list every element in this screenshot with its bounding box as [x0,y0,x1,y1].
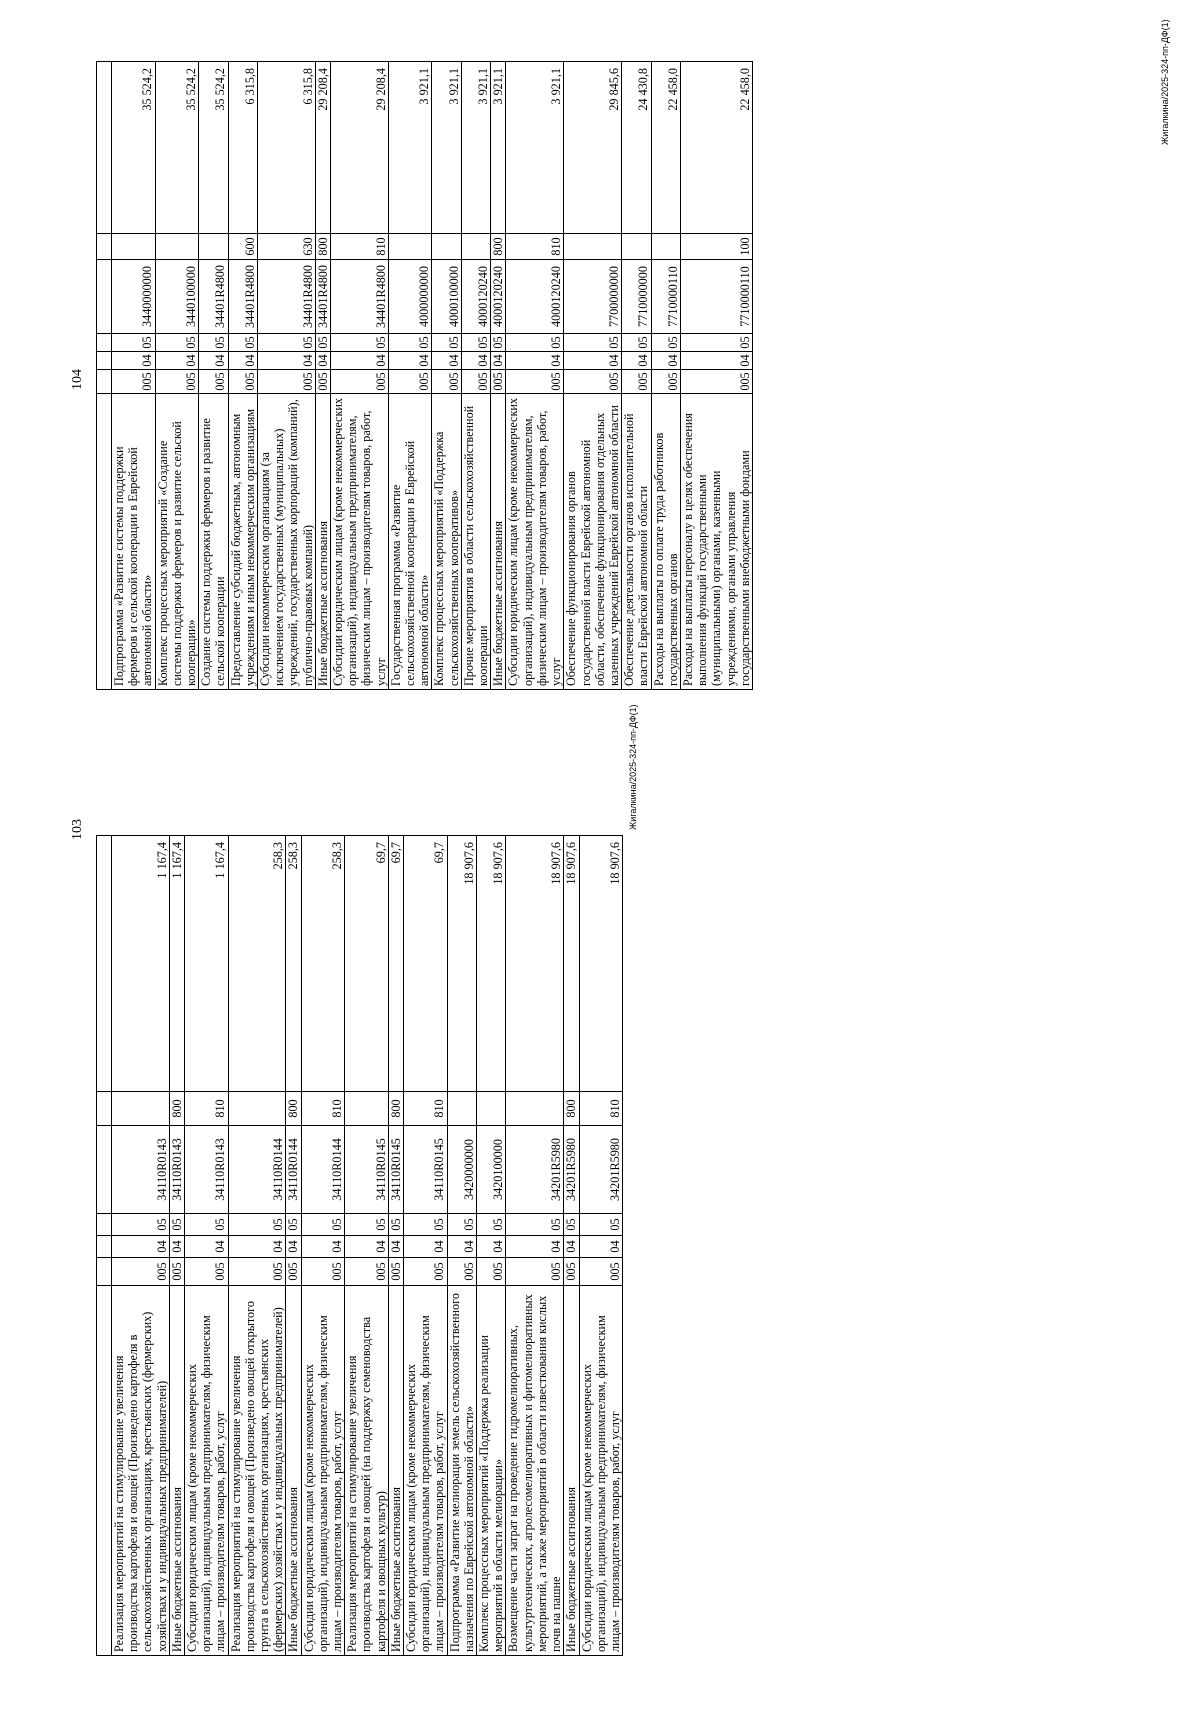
row-expense-type: 100 [680,234,752,260]
row-section-code: 04 [564,1236,579,1258]
row-name: Государственная программа «Развитие сельскохозяйственной кооперации в Еврейской автономной области» [388,394,432,690]
row-amount: 69,7 [345,836,389,1092]
row-admin-code: 005 [404,1258,448,1286]
row-name: Субсидии юридическим лицам (кроме некоммерческих организаций), индивидуальным предпринимателям, физическим лицам – производителям товаров, работ, услуг [331,394,389,690]
row-name: Субсидии юридическим лицам (кроме некоммерческих организаций), индивидуальным предпринимателям, физическим лицам – производителям товаров, работ, услуг [579,1286,623,1656]
row-section-code: 04 [169,1236,184,1258]
row-target-code: 3420100000 [477,1126,506,1214]
table-row [680,62,752,690]
table-row [388,62,432,690]
row-name: Комплекс процессных мероприятий «Поддержка реализации мероприятий в области мелиорации» [477,1286,506,1656]
row-name: Реализация мероприятий на стимулирование увеличения производства картофеля и овощей (Произведено овощей открытого грунта в сельскохозяйственных организациях, крестьянских (фермерских) хозяйствах и у индивидуальных предпринимателей) [228,1286,286,1656]
row-admin-code: 005 [345,1258,389,1286]
row-admin-code: 005 [506,370,564,394]
footer-left: Жигалкина/2025-324-пп-ДФ(1) [628,704,638,830]
row-amount: 6 315,8 [258,62,316,234]
row-subsection-code: 05 [506,334,564,352]
row-admin-code: 005 [651,370,680,394]
row-name: Возмещение части затрат на проведение гидромелиоративных, культуртехнических, агролесомелиоративных и фитомелиоративных мероприятий, а также мероприятий в области известкования кислых почв на пашне [506,1286,564,1656]
row-subsection-code: 05 [461,334,490,352]
row-subsection-code: 05 [258,334,316,352]
row-expense-type: 810 [506,234,564,260]
row-name: Иные бюджетные ассигнования [388,1286,403,1656]
row-name: Реализация мероприятий на стимулирование увеличения производства картофеля и овощей (Произведено картофеля в сельскохозяйственных организациях, крестьянских (фермерских) хозяйствах и у индивидуальных предпринимателей) [112,1286,170,1656]
row-section-code: 04 [564,352,622,370]
row-subsection-code: 05 [432,334,461,352]
row-section-code: 04 [622,352,651,370]
row-subsection-code: 05 [301,1214,345,1236]
row-target-code: 3420000000 [447,1126,476,1214]
row-target-code: 34110R0143 [185,1126,229,1214]
row-expense-type: 800 [388,1092,403,1126]
row-admin-code: 005 [112,1258,170,1286]
row-target-code: 34201R5980 [564,1126,579,1214]
row-expense-type [564,234,622,260]
row-admin-code: 005 [564,1258,579,1286]
row-admin-code: 005 [622,370,651,394]
row-target-code: 7710000110 [680,260,752,334]
row-admin-code: 005 [228,1258,286,1286]
row-target-code: 34110R0143 [112,1126,170,1214]
row-expense-type: 600 [228,234,257,260]
row-admin-code: 005 [286,1258,301,1286]
row-name: Расходы на выплаты персоналу в целях обеспечения выполнения функций государственными (муниципальными) органами, казенными учреждениями, органами управления государственными внебюджетными фондами [680,394,752,690]
table-row [447,836,476,1656]
row-subsection-code: 05 [228,334,257,352]
table-row [301,836,345,1656]
budget-table-left [96,835,623,1656]
row-section-code: 04 [506,352,564,370]
row-name: Комплекс процессных мероприятий «Создание системы поддержки фермеров и развитие сельской кооперации» [155,394,199,690]
row-subsection-code: 05 [112,1214,170,1236]
table-row [432,62,461,690]
table-row [579,836,623,1656]
table-row [491,62,506,690]
row-amount: 22 458,0 [680,62,752,234]
row-admin-code: 005 [112,370,156,394]
row-subsection-code: 05 [506,1214,564,1236]
row-subsection-code: 05 [404,1214,448,1236]
row-subsection-code: 05 [477,1214,506,1236]
table-row [477,836,506,1656]
row-name: Иные бюджетные ассигнования [169,1286,184,1656]
row-target-code: 34110R0144 [228,1126,286,1214]
row-target-code: 7710000110 [651,260,680,334]
row-section-code: 04 [228,1236,286,1258]
row-amount: 1 167,4 [169,836,184,1092]
row-admin-code: 005 [199,370,228,394]
row-name: Субсидии юридическим лицам (кроме некоммерческих организаций), индивидуальным предпринимателям, физическим лицам – производителям товаров, работ, услуг [301,1286,345,1656]
row-expense-type [112,1092,170,1126]
row-section-code: 04 [432,352,461,370]
row-amount: 3 921,1 [461,62,490,234]
table-row [345,836,389,1656]
row-amount: 22 458,0 [651,62,680,234]
row-name: Обеспечение функционирования органов государственной власти Еврейской автономной области, обеспечение функционирования отдельных казенных учреждений Еврейской автономной области [564,394,622,690]
row-admin-code: 005 [155,370,199,394]
row-expense-type [345,1092,389,1126]
row-admin-code: 005 [477,1258,506,1286]
row-admin-code: 005 [680,370,752,394]
row-amount: 29 845,6 [564,62,622,234]
row-admin-code: 005 [579,1258,623,1286]
row-target-code: 34110R0144 [301,1126,345,1214]
row-amount: 1 167,4 [185,836,229,1092]
row-admin-code: 005 [228,370,257,394]
row-section-code: 04 [301,1236,345,1258]
row-name: Создание системы поддержки фермеров и развитие сельской кооперации [199,394,228,690]
row-admin-code: 005 [491,370,506,394]
table-row [112,836,170,1656]
row-name: Комплекс процессных мероприятий «Поддержка сельскохозяйственных кооперативов» [432,394,461,690]
page-number-left: 103 [70,819,85,840]
row-section-code: 04 [388,1236,403,1258]
row-amount: 3 921,1 [432,62,461,234]
row-expense-type: 810 [404,1092,448,1126]
row-section-code: 04 [331,352,389,370]
row-target-code: 4000120240 [506,260,564,334]
row-admin-code: 005 [315,370,330,394]
row-subsection-code: 05 [388,334,432,352]
table-row [564,836,579,1656]
row-target-code: 34201R5980 [506,1126,564,1214]
table-row [564,62,622,690]
row-section-code: 04 [112,352,156,370]
table-row [315,62,330,690]
row-expense-type: 800 [169,1092,184,1126]
table-row [185,836,229,1656]
row-subsection-code: 05 [169,1214,184,1236]
row-subsection-code: 05 [622,334,651,352]
row-name: Реализация мероприятий на стимулирование увеличения производства картофеля и овощей (на поддержку семеноводства картофеля и овощных культур) [345,1286,389,1656]
row-target-code: 34110R0145 [388,1126,403,1214]
row-name: Предоставление субсидий бюджетным, автономным учреждениям и иным некоммерческим организациям [228,394,257,690]
row-section-code: 04 [651,352,680,370]
row-expense-type [432,234,461,260]
row-section-code: 04 [491,352,506,370]
table-row [404,836,448,1656]
row-subsection-code: 05 [680,334,752,352]
table-row [169,836,184,1656]
table-row [622,62,651,690]
row-expense-type [447,1092,476,1126]
row-name: Иные бюджетные ассигнования [564,1286,579,1656]
left-page [96,836,641,1656]
row-amount: 69,7 [404,836,448,1092]
row-section-code: 04 [461,352,490,370]
row-target-code: 34401R4800 [199,260,228,334]
row-expense-type [622,234,651,260]
row-admin-code: 005 [564,370,622,394]
row-expense-type [155,234,199,260]
row-target-code: 4000100000 [432,260,461,334]
row-expense-type [506,1092,564,1126]
row-target-code: 34201R5980 [579,1126,623,1214]
row-expense-type: 630 [258,234,316,260]
row-amount: 35 524,2 [199,62,228,234]
row-amount: 18 907,6 [447,836,476,1092]
row-target-code: 7710000000 [622,260,651,334]
row-target-code: 34401R4800 [258,260,316,334]
row-subsection-code: 05 [345,1214,389,1236]
row-section-code: 04 [447,1236,476,1258]
row-section-code: 04 [258,352,316,370]
row-name: Подпрограмма «Развитие системы поддержки фермеров и сельской кооперации в Еврейской автономной области» [112,394,156,690]
row-amount: 35 524,2 [112,62,156,234]
table-row [228,836,286,1656]
row-section-code: 04 [112,1236,170,1258]
row-section-code: 04 [199,352,228,370]
row-expense-type: 810 [185,1092,229,1126]
row-name: Иные бюджетные ассигнования [491,394,506,690]
row-section-code: 04 [404,1236,448,1258]
row-subsection-code: 05 [155,334,199,352]
row-subsection-code: 05 [331,334,389,352]
table-row [199,62,228,690]
table-row [228,62,257,690]
row-expense-type [388,234,432,260]
row-admin-code: 005 [258,370,316,394]
table-row [258,62,316,690]
row-target-code: 34110R0144 [286,1126,301,1214]
row-section-code: 04 [185,1236,229,1258]
row-amount: 18 907,6 [564,836,579,1092]
table-row [506,62,564,690]
row-amount: 29 208,4 [315,62,330,234]
row-admin-code: 005 [432,370,461,394]
row-name: Субсидии юридическим лицам (кроме некоммерческих организаций), индивидуальным предпринимателям, физическим лицам – производителям товаров, работ, услуг [404,1286,448,1656]
row-target-code: 3440100000 [155,260,199,334]
page-number-right: 104 [70,369,85,390]
row-subsection-code: 05 [228,1214,286,1236]
row-admin-code: 005 [506,1258,564,1286]
table-row [331,62,389,690]
row-expense-type: 800 [491,234,506,260]
row-target-code: 34110R0145 [404,1126,448,1214]
row-amount: 69,7 [388,836,403,1092]
row-admin-code: 005 [447,1258,476,1286]
row-subsection-code: 05 [564,1214,579,1236]
row-expense-type: 800 [564,1092,579,1126]
row-name: Подпрограмма «Развитие мелиорации земель сельскохозяйственного назначения по Еврейской автономной области» [447,1286,476,1656]
row-admin-code: 005 [461,370,490,394]
row-amount: 24 430,8 [622,62,651,234]
row-subsection-code: 05 [286,1214,301,1236]
row-expense-type: 810 [301,1092,345,1126]
budget-table-right [96,61,753,690]
row-section-code: 04 [579,1236,623,1258]
row-amount: 29 208,4 [331,62,389,234]
row-target-code: 34401R4800 [331,260,389,334]
row-section-code: 04 [680,352,752,370]
row-section-code: 04 [155,352,199,370]
row-section-code: 04 [477,1236,506,1258]
table-row [506,836,564,1656]
row-subsection-code: 05 [651,334,680,352]
row-section-code: 04 [388,352,432,370]
row-target-code: 4000000000 [388,260,432,334]
row-amount: 258,3 [301,836,345,1092]
row-target-code: 4000120240 [491,260,506,334]
row-expense-type [477,1092,506,1126]
row-amount: 258,3 [286,836,301,1092]
table-row [286,836,301,1656]
row-amount: 3 921,1 [506,62,564,234]
row-admin-code: 005 [331,370,389,394]
row-section-code: 04 [286,1236,301,1258]
row-amount: 35 524,2 [155,62,199,234]
row-expense-type: 810 [331,234,389,260]
row-expense-type: 800 [315,234,330,260]
row-admin-code: 005 [301,1258,345,1286]
row-section-code: 04 [506,1236,564,1258]
row-target-code: 4000120240 [461,260,490,334]
table-row [461,62,490,690]
row-subsection-code: 05 [112,334,156,352]
row-subsection-code: 05 [447,1214,476,1236]
row-amount: 18 907,6 [477,836,506,1092]
row-admin-code: 005 [169,1258,184,1286]
row-target-code: 34401R4800 [315,260,330,334]
row-amount: 6 315,8 [228,62,257,234]
row-name: Субсидии юридическим лицам (кроме некоммерческих организаций), индивидуальным предпринимателям, физическим лицам – производителям товаров, работ, услуг [506,394,564,690]
right-page-table-block [96,62,752,690]
row-subsection-code: 05 [199,334,228,352]
table-row [112,62,156,690]
row-admin-code: 005 [388,1258,403,1286]
row-amount: 18 907,6 [579,836,623,1092]
row-name: Расходы на выплаты по оплате труда работников государственных органов [651,394,680,690]
row-subsection-code: 05 [388,1214,403,1236]
row-section-code: 04 [345,1236,389,1258]
row-name: Иные бюджетные ассигнования [286,1286,301,1656]
row-expense-type [199,234,228,260]
table-row [651,62,680,690]
row-name: Субсидии некоммерческим организациям (за исключением государственных (муниципальных) учреждений, государственных корпораций (компаний), публично-правовых компаний) [258,394,316,690]
footer-right: Жигалкина/2025-324-пп-ДФ(1) [1160,19,1170,145]
row-amount: 3 921,1 [491,62,506,234]
row-name: Иные бюджетные ассигнования [315,394,330,690]
table-row [155,62,199,690]
row-amount: 258,3 [228,836,286,1092]
row-amount: 3 921,1 [388,62,432,234]
row-expense-type [651,234,680,260]
row-expense-type: 800 [286,1092,301,1126]
row-expense-type [228,1092,286,1126]
row-admin-code: 005 [185,1258,229,1286]
row-expense-type [112,234,156,260]
row-name: Субсидии юридическим лицам (кроме некоммерческих организаций), индивидуальным предпринимателям, физическим лицам – производителям товаров, работ, услуг [185,1286,229,1656]
row-subsection-code: 05 [491,334,506,352]
row-target-code: 34401R4800 [228,260,257,334]
row-subsection-code: 05 [315,334,330,352]
row-section-code: 04 [315,352,330,370]
row-section-code: 04 [228,352,257,370]
row-subsection-code: 05 [185,1214,229,1236]
table-row [388,836,403,1656]
row-name: Прочие мероприятия в области сельскохозяйственной кооперации [461,394,490,690]
row-name: Обеспечение деятельности органов исполнительной власти Еврейской автономной области [622,394,651,690]
row-subsection-code: 05 [564,334,622,352]
row-target-code: 3440000000 [112,260,156,334]
row-target-code: 34110R0143 [169,1126,184,1214]
row-target-code: 7700000000 [564,260,622,334]
row-amount: 18 907,6 [506,836,564,1092]
row-amount: 1 167,4 [112,836,170,1092]
row-subsection-code: 05 [579,1214,623,1236]
row-target-code: 34110R0145 [345,1126,389,1214]
row-admin-code: 005 [388,370,432,394]
row-expense-type [461,234,490,260]
row-expense-type: 810 [579,1092,623,1126]
